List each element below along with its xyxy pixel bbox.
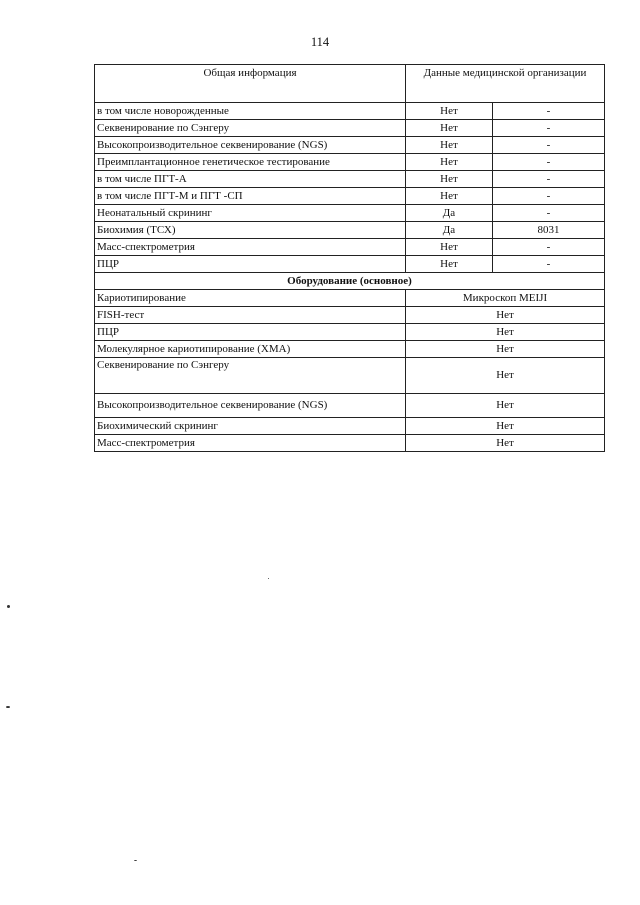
row-label: Масс-спектрометрия bbox=[95, 239, 406, 256]
row-value: Нет bbox=[406, 239, 493, 256]
row-extra: - bbox=[492, 239, 604, 256]
table-row bbox=[95, 256, 605, 273]
row-value: Нет bbox=[406, 120, 493, 137]
row-extra: - bbox=[492, 103, 604, 120]
row-label: Кариотипирование bbox=[95, 290, 406, 307]
table-row bbox=[95, 239, 605, 256]
row-value: Нет bbox=[406, 358, 605, 394]
row-label: Масс-спектрометрия bbox=[95, 435, 406, 452]
row-extra: - bbox=[492, 205, 604, 222]
header-org-data: Данные медицинской организации bbox=[406, 65, 605, 103]
row-label: Высокопроизводительное секвенирование (NGS) bbox=[95, 394, 406, 418]
table-row bbox=[95, 394, 605, 418]
table-row bbox=[95, 154, 605, 171]
row-value: Нет bbox=[406, 137, 493, 154]
medical-info-table bbox=[94, 64, 605, 452]
row-value: Нет bbox=[406, 171, 493, 188]
row-label: Биохимический скрининг bbox=[95, 418, 406, 435]
table-row bbox=[95, 418, 605, 435]
row-value: Нет bbox=[406, 394, 605, 418]
table-row bbox=[95, 358, 605, 394]
row-value: Нет bbox=[406, 256, 493, 273]
table-header-row bbox=[95, 65, 605, 103]
table-row bbox=[95, 188, 605, 205]
row-value: Да bbox=[406, 205, 493, 222]
scan-speck bbox=[268, 578, 269, 579]
table-row bbox=[95, 222, 605, 239]
row-label: ПЦР bbox=[95, 256, 406, 273]
row-value: Нет bbox=[406, 103, 493, 120]
row-extra: - bbox=[492, 120, 604, 137]
table-row bbox=[95, 103, 605, 120]
table-row bbox=[95, 435, 605, 452]
row-label: Преимплантационное генетическое тестирование bbox=[95, 154, 406, 171]
row-label: Высокопроизводительное секвенирование (NGS) bbox=[95, 137, 406, 154]
row-label: Молекулярное кариотипирование (ХМА) bbox=[95, 341, 406, 358]
row-extra: - bbox=[492, 188, 604, 205]
table-row bbox=[95, 324, 605, 341]
table-row bbox=[95, 171, 605, 188]
row-extra: - bbox=[492, 256, 604, 273]
table-row bbox=[95, 120, 605, 137]
row-value: Нет bbox=[406, 307, 605, 324]
row-label: Секвенирование по Сэнгеру bbox=[95, 120, 406, 137]
row-value: Нет bbox=[406, 341, 605, 358]
row-extra: - bbox=[492, 137, 604, 154]
table-row bbox=[95, 307, 605, 324]
header-general-info: Общая информация bbox=[95, 65, 406, 103]
row-value: Да bbox=[406, 222, 493, 239]
scan-speck bbox=[134, 860, 137, 861]
row-label: Биохимия (ТСХ) bbox=[95, 222, 406, 239]
row-label: в том числе ПГТ-М и ПГТ -СП bbox=[95, 188, 406, 205]
row-value: Микроскоп МЕIJI bbox=[406, 290, 605, 307]
row-extra: 8031 bbox=[492, 222, 604, 239]
row-value: Нет bbox=[406, 435, 605, 452]
row-label: FISH-тест bbox=[95, 307, 406, 324]
row-label: ПЦР bbox=[95, 324, 406, 341]
section-title: Оборудование (основное) bbox=[95, 273, 605, 290]
table-row bbox=[95, 205, 605, 222]
row-value: Нет bbox=[406, 324, 605, 341]
row-extra: - bbox=[492, 171, 604, 188]
row-label: Секвенирование по Сэнгеру bbox=[95, 358, 406, 394]
section-header-row bbox=[95, 273, 605, 290]
row-extra: - bbox=[492, 154, 604, 171]
row-label: в том числе новорожденные bbox=[95, 103, 406, 120]
table-row bbox=[95, 137, 605, 154]
row-value: Нет bbox=[406, 188, 493, 205]
page-number: 114 bbox=[310, 35, 330, 49]
scan-speck bbox=[6, 706, 10, 708]
row-label: Неонатальный скрининг bbox=[95, 205, 406, 222]
table-row bbox=[95, 290, 605, 307]
table-row bbox=[95, 341, 605, 358]
row-label: в том числе ПГТ-А bbox=[95, 171, 406, 188]
row-value: Нет bbox=[406, 154, 493, 171]
scan-speck bbox=[7, 605, 10, 608]
row-value: Нет bbox=[406, 418, 605, 435]
